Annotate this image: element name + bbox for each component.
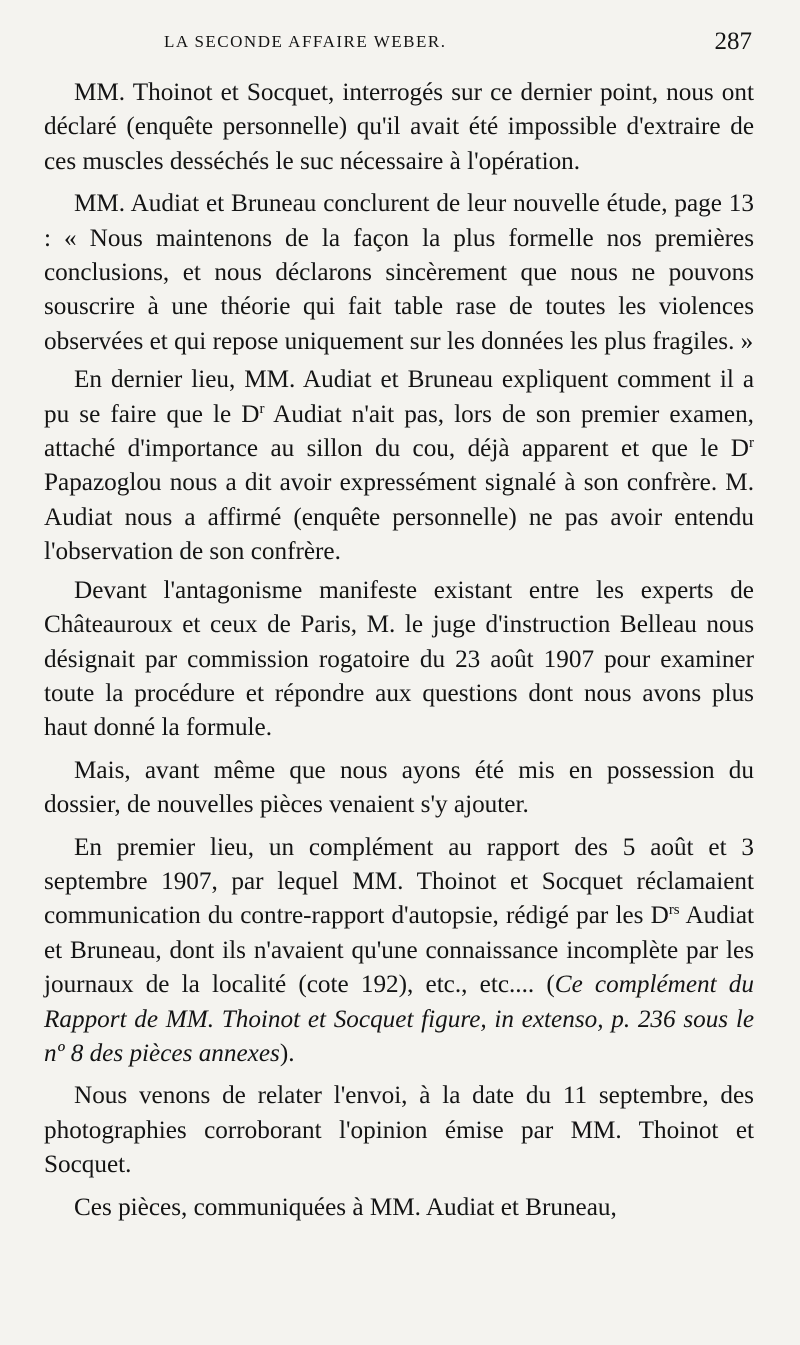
paragraph-6-text-b: Audiat et Bruneau, dont ils n'avaient qu'une connaissance incomplète par les journaux de la localité (cote 192), etc., etc.... ( bbox=[44, 902, 754, 999]
superscript-r: r bbox=[259, 400, 265, 417]
paragraph-6-text-a: En premier lieu, un complément au rapport des 5 août et 3 septembre 1907, par lequel MM. Thoinot et Socquet réclamaient communication du contre-rapport d'autopsie, rédigé par les D bbox=[44, 833, 754, 930]
paragraph-6 bbox=[44, 831, 754, 1072]
paragraph-3-text-a: En dernier lieu, MM. Audiat et Bruneau expliquent comment il a pu se faire que le D bbox=[44, 366, 754, 428]
paragraph-3-text-b: Audiat n'ait pas, lors de son premier examen, attaché d'importance au sillon du cou, déjà apparent et que le D bbox=[44, 400, 754, 463]
body-text bbox=[44, 76, 754, 1225]
page-number: 287 bbox=[714, 28, 752, 55]
page-header bbox=[44, 26, 754, 76]
paragraph-8: Ces pièces, communiquées à MM. Audiat et Bruneau, bbox=[74, 1193, 617, 1221]
italic-annex-note: Ce complément du Rapport de MM. Thoinot et Socquet figure, in extenso, p. 236 sous le nº 8 des pièces annexes bbox=[44, 971, 754, 1067]
paragraph-3-text-c: Papazoglou nous a dit avoir expressément signalé à son confrère. M. Audiat nous a affirmé (enquête personnelle) ne pas avoir entendu l'observation de son confrère. bbox=[44, 469, 754, 566]
paragraph-1: MM. Thoinot et Socquet, interrogés sur ce dernier point, nous ont déclaré (enquête personnelle) qu'il avait été impossible d'extraire de ces muscles desséchés le suc nécessaire à l'opération. bbox=[44, 79, 754, 175]
superscript-rs: rs bbox=[668, 902, 680, 919]
paragraph-7: Nous venons de relater l'envoi, à la date du 11 septembre, des photographies corroborant l'opinion émise par MM. Thoinot et Socquet. bbox=[44, 1082, 754, 1179]
paragraph-4: Devant l'antagonisme manifeste existant entre les experts de Châteauroux et ceux de Paris, M. le juge d'instruction Belleau nous désignait par commission rogatoire du 23 août 1907 pour examiner toute la procédure et répondre aux questions dont nous avons plus haut donné la formule. bbox=[44, 576, 754, 742]
paragraph-3 bbox=[44, 363, 754, 569]
superscript-r: r bbox=[749, 435, 754, 452]
paragraph-5: Mais, avant même que nous ayons été mis en possession du dossier, de nouvelles pièces venaient s'y ajouter. bbox=[44, 756, 754, 819]
paragraph-2: MM. Audiat et Bruneau conclurent de leur nouvelle étude, page 13 : « Nous maintenons de la façon la plus formelle nos premières conclusions, et nous déclarons sincèrement que nous ne pouvons souscrire à une théorie qui fait table rase de toutes les violences observées et qui repose uniquement sur les données les plus fragiles. » bbox=[44, 190, 754, 355]
paragraph-6-text-c: ). bbox=[279, 1039, 295, 1067]
running-title: LA SECONDE AFFAIRE WEBER. bbox=[164, 32, 447, 51]
